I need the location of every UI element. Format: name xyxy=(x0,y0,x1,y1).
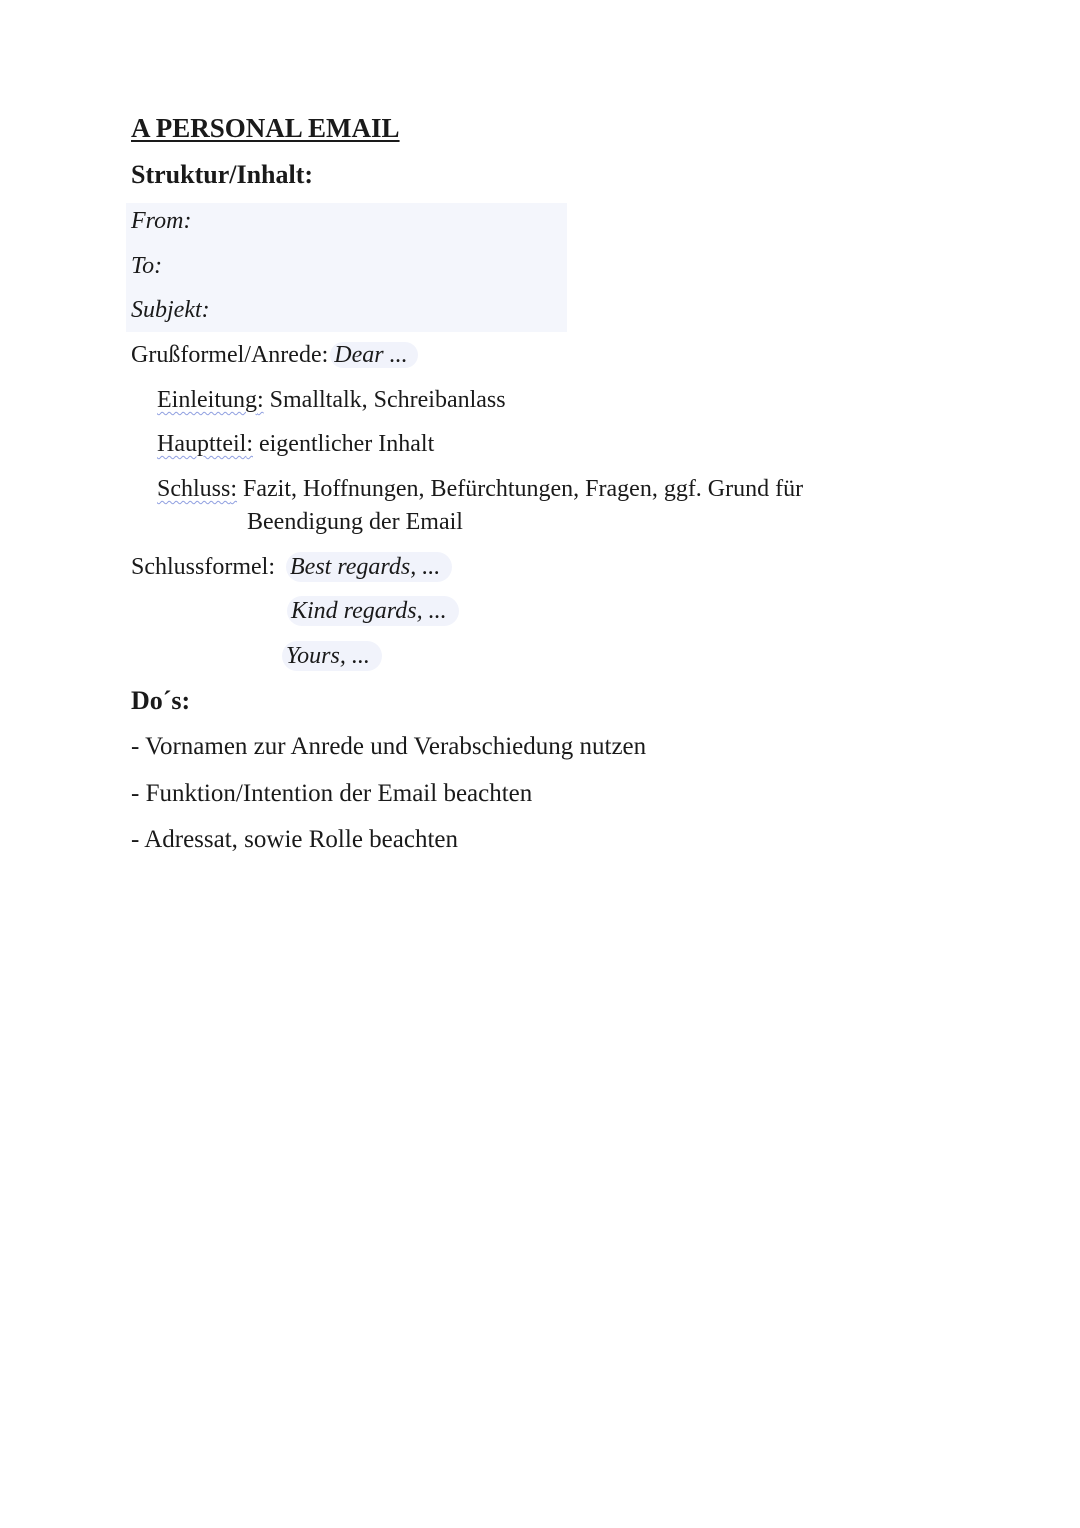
from-field-label: From: xyxy=(131,208,192,234)
intro-section-line xyxy=(157,385,506,415)
closing-label-text: Schluss xyxy=(157,476,231,502)
closing-option-kind-regards: Kind regards, ... xyxy=(287,596,459,626)
greeting-line xyxy=(131,340,418,370)
closing-option-yours: Yours, ... xyxy=(282,641,382,671)
main-label-text: Hauptteil xyxy=(157,431,247,457)
main-section-label xyxy=(157,431,253,457)
dos-item: - Vornamen zur Anrede und Verabschiedung nutzen xyxy=(131,733,647,760)
closing-section-text-line1: Fazit, Hoffnungen, Befürchtungen, Fragen, ggf. Grund für xyxy=(243,476,804,502)
dos-item: - Funktion/Intention der Email beachten xyxy=(131,780,533,807)
main-section-line xyxy=(157,429,434,459)
intro-label-colon: : xyxy=(256,387,264,413)
intro-section-text: Smalltalk, Schreibanlass xyxy=(269,387,506,413)
closing-label-colon: : xyxy=(230,476,238,502)
dos-heading: Do´s: xyxy=(131,686,191,715)
closing-formula-label: Schlussformel: xyxy=(131,554,275,580)
main-section-text: eigentlicher Inhalt xyxy=(258,431,435,457)
greeting-label: Grußformel/Anrede: xyxy=(131,342,329,368)
greeting-value: Dear ... xyxy=(330,342,417,368)
subject-field-label: Subjekt: xyxy=(131,297,210,323)
closing-section-text-line2: Beendigung der Email xyxy=(247,509,463,535)
structure-heading: Struktur/Inhalt: xyxy=(131,160,314,189)
document-title: A PERSONAL EMAIL xyxy=(131,113,400,143)
intro-label-text: Einleitung xyxy=(157,387,257,413)
intro-section-label xyxy=(157,387,264,413)
main-label-colon: : xyxy=(246,431,253,457)
closing-section-label xyxy=(157,476,237,502)
to-field-label: To: xyxy=(131,253,163,279)
closing-section-line xyxy=(157,474,803,504)
dos-item: - Adressat, sowie Rolle beachten xyxy=(131,826,458,853)
closing-option-best-regards: Best regards, ... xyxy=(286,552,452,582)
